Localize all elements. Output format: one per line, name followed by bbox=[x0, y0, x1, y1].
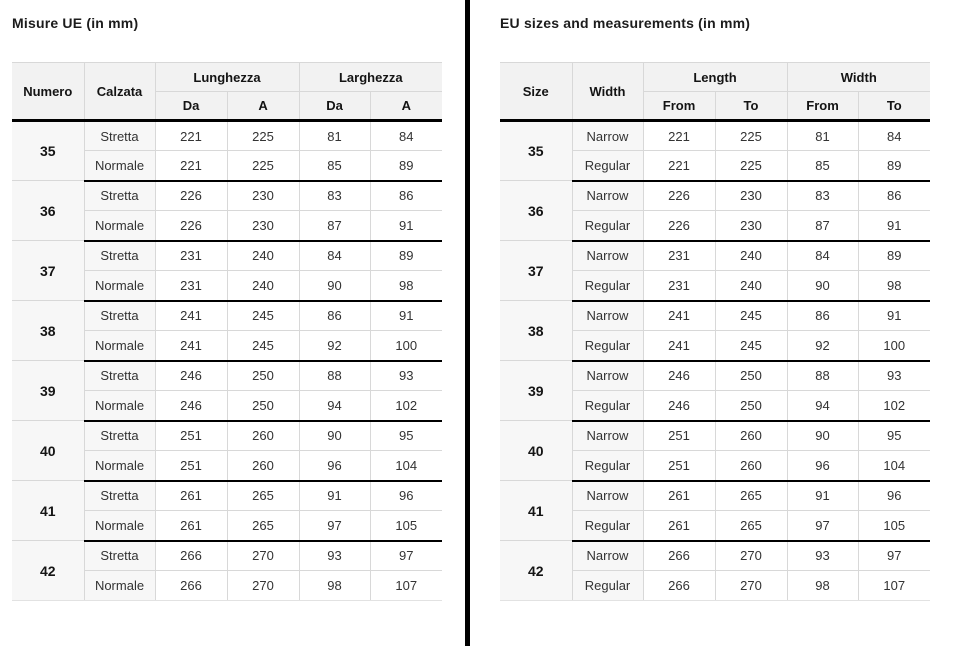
value-cell: 91 bbox=[858, 301, 930, 331]
size-cell: 40 bbox=[500, 421, 572, 481]
value-cell: 89 bbox=[858, 151, 930, 181]
size-row bbox=[500, 361, 930, 391]
value-cell: 226 bbox=[155, 211, 227, 241]
fit-cell: Stretta bbox=[84, 481, 155, 511]
value-cell: 91 bbox=[370, 211, 442, 241]
value-cell: 260 bbox=[227, 451, 299, 481]
size-row bbox=[500, 121, 930, 151]
value-cell: 246 bbox=[643, 361, 715, 391]
fit-cell: Narrow bbox=[572, 421, 643, 451]
value-cell: 261 bbox=[155, 481, 227, 511]
value-cell: 107 bbox=[858, 571, 930, 601]
fit-cell: Normale bbox=[84, 571, 155, 601]
size-cell: 40 bbox=[12, 421, 84, 481]
value-cell: 94 bbox=[787, 391, 858, 421]
size-row bbox=[12, 361, 442, 391]
header-width-group: Width bbox=[787, 63, 930, 92]
size-cell: 41 bbox=[12, 481, 84, 541]
fit-cell: Regular bbox=[572, 511, 643, 541]
value-cell: 104 bbox=[858, 451, 930, 481]
value-cell: 96 bbox=[370, 481, 442, 511]
value-cell: 92 bbox=[787, 331, 858, 361]
value-cell: 83 bbox=[787, 181, 858, 211]
size-cell: 42 bbox=[500, 541, 572, 601]
header-width-to: A bbox=[370, 92, 442, 121]
size-cell: 39 bbox=[500, 361, 572, 421]
value-cell: 84 bbox=[858, 121, 930, 151]
value-cell: 265 bbox=[715, 481, 787, 511]
value-cell: 265 bbox=[227, 511, 299, 541]
value-cell: 97 bbox=[858, 541, 930, 571]
size-table-english bbox=[500, 62, 930, 601]
value-cell: 261 bbox=[643, 511, 715, 541]
value-cell: 94 bbox=[299, 391, 370, 421]
value-cell: 86 bbox=[858, 181, 930, 211]
value-cell: 245 bbox=[715, 331, 787, 361]
value-cell: 105 bbox=[858, 511, 930, 541]
size-row bbox=[12, 301, 442, 331]
value-cell: 91 bbox=[858, 211, 930, 241]
size-row bbox=[500, 301, 930, 331]
value-cell: 89 bbox=[858, 241, 930, 271]
value-cell: 270 bbox=[227, 541, 299, 571]
value-cell: 96 bbox=[299, 451, 370, 481]
panel-italian bbox=[12, 14, 442, 601]
value-cell: 107 bbox=[370, 571, 442, 601]
fit-cell: Narrow bbox=[572, 541, 643, 571]
size-cell: 41 bbox=[500, 481, 572, 541]
fit-cell: Narrow bbox=[572, 241, 643, 271]
value-cell: 100 bbox=[370, 331, 442, 361]
value-cell: 91 bbox=[787, 481, 858, 511]
value-cell: 251 bbox=[155, 451, 227, 481]
value-cell: 270 bbox=[227, 571, 299, 601]
value-cell: 91 bbox=[370, 301, 442, 331]
fit-cell: Regular bbox=[572, 271, 643, 301]
value-cell: 93 bbox=[299, 541, 370, 571]
value-cell: 81 bbox=[787, 121, 858, 151]
value-cell: 230 bbox=[715, 211, 787, 241]
value-cell: 265 bbox=[227, 481, 299, 511]
value-cell: 84 bbox=[299, 241, 370, 271]
size-cell: 35 bbox=[12, 121, 84, 181]
size-row bbox=[500, 421, 930, 451]
size-row bbox=[12, 181, 442, 211]
value-cell: 245 bbox=[227, 301, 299, 331]
table-header bbox=[500, 63, 930, 121]
fit-cell: Narrow bbox=[572, 121, 643, 151]
value-cell: 90 bbox=[299, 421, 370, 451]
value-cell: 93 bbox=[370, 361, 442, 391]
size-row bbox=[500, 181, 930, 211]
value-cell: 246 bbox=[643, 391, 715, 421]
value-cell: 270 bbox=[715, 541, 787, 571]
size-cell: 38 bbox=[12, 301, 84, 361]
value-cell: 96 bbox=[858, 481, 930, 511]
value-cell: 245 bbox=[715, 301, 787, 331]
value-cell: 225 bbox=[227, 121, 299, 151]
value-cell: 88 bbox=[787, 361, 858, 391]
value-cell: 221 bbox=[155, 121, 227, 151]
header-length-group: Lunghezza bbox=[155, 63, 299, 92]
value-cell: 260 bbox=[715, 451, 787, 481]
fit-cell: Normale bbox=[84, 391, 155, 421]
value-cell: 240 bbox=[715, 271, 787, 301]
value-cell: 241 bbox=[643, 301, 715, 331]
size-cell: 37 bbox=[500, 241, 572, 301]
fit-cell: Regular bbox=[572, 451, 643, 481]
value-cell: 89 bbox=[370, 241, 442, 271]
panel-english bbox=[500, 14, 930, 601]
value-cell: 102 bbox=[370, 391, 442, 421]
size-cell: 36 bbox=[12, 181, 84, 241]
size-cell: 39 bbox=[12, 361, 84, 421]
table-body bbox=[500, 121, 930, 601]
value-cell: 97 bbox=[370, 541, 442, 571]
fit-cell: Stretta bbox=[84, 241, 155, 271]
value-cell: 251 bbox=[155, 421, 227, 451]
value-cell: 102 bbox=[858, 391, 930, 421]
header-fit-column: Width bbox=[572, 63, 643, 121]
fit-cell: Regular bbox=[572, 331, 643, 361]
value-cell: 87 bbox=[299, 211, 370, 241]
value-cell: 98 bbox=[370, 271, 442, 301]
value-cell: 95 bbox=[858, 421, 930, 451]
value-cell: 270 bbox=[715, 571, 787, 601]
value-cell: 246 bbox=[155, 391, 227, 421]
value-cell: 230 bbox=[715, 181, 787, 211]
value-cell: 85 bbox=[299, 151, 370, 181]
value-cell: 251 bbox=[643, 421, 715, 451]
size-cell: 36 bbox=[500, 181, 572, 241]
value-cell: 83 bbox=[299, 181, 370, 211]
value-cell: 241 bbox=[155, 301, 227, 331]
value-cell: 266 bbox=[643, 571, 715, 601]
fit-cell: Stretta bbox=[84, 121, 155, 151]
header-size-column: Size bbox=[500, 63, 572, 121]
value-cell: 98 bbox=[858, 271, 930, 301]
value-cell: 105 bbox=[370, 511, 442, 541]
value-cell: 246 bbox=[155, 361, 227, 391]
value-cell: 240 bbox=[227, 271, 299, 301]
fit-cell: Narrow bbox=[572, 301, 643, 331]
fit-cell: Narrow bbox=[572, 361, 643, 391]
header-size-column: Numero bbox=[12, 63, 84, 121]
value-cell: 90 bbox=[787, 421, 858, 451]
value-cell: 226 bbox=[643, 181, 715, 211]
value-cell: 231 bbox=[155, 241, 227, 271]
value-cell: 85 bbox=[787, 151, 858, 181]
value-cell: 90 bbox=[299, 271, 370, 301]
value-cell: 266 bbox=[643, 541, 715, 571]
value-cell: 86 bbox=[787, 301, 858, 331]
value-cell: 98 bbox=[299, 571, 370, 601]
fit-cell: Narrow bbox=[572, 481, 643, 511]
size-cell: 35 bbox=[500, 121, 572, 181]
value-cell: 245 bbox=[227, 331, 299, 361]
fit-cell: Normale bbox=[84, 331, 155, 361]
value-cell: 240 bbox=[227, 241, 299, 271]
value-cell: 91 bbox=[299, 481, 370, 511]
value-cell: 250 bbox=[227, 361, 299, 391]
fit-cell: Regular bbox=[572, 151, 643, 181]
fit-cell: Stretta bbox=[84, 541, 155, 571]
fit-cell: Narrow bbox=[572, 181, 643, 211]
value-cell: 261 bbox=[643, 481, 715, 511]
value-cell: 221 bbox=[643, 121, 715, 151]
value-cell: 90 bbox=[787, 271, 858, 301]
value-cell: 231 bbox=[643, 241, 715, 271]
value-cell: 84 bbox=[787, 241, 858, 271]
value-cell: 260 bbox=[227, 421, 299, 451]
size-row bbox=[12, 481, 442, 511]
fit-cell: Normale bbox=[84, 211, 155, 241]
value-cell: 87 bbox=[787, 211, 858, 241]
value-cell: 104 bbox=[370, 451, 442, 481]
size-cell: 42 bbox=[12, 541, 84, 601]
value-cell: 98 bbox=[787, 571, 858, 601]
header-fit-column: Calzata bbox=[84, 63, 155, 121]
value-cell: 230 bbox=[227, 211, 299, 241]
value-cell: 226 bbox=[643, 211, 715, 241]
value-cell: 226 bbox=[155, 181, 227, 211]
header-width-from: From bbox=[787, 92, 858, 121]
value-cell: 260 bbox=[715, 421, 787, 451]
header-length-group: Length bbox=[643, 63, 787, 92]
value-cell: 250 bbox=[227, 391, 299, 421]
table-body bbox=[12, 121, 442, 601]
value-cell: 266 bbox=[155, 571, 227, 601]
header-length-from: Da bbox=[155, 92, 227, 121]
header-length-to: A bbox=[227, 92, 299, 121]
value-cell: 95 bbox=[370, 421, 442, 451]
header-length-from: From bbox=[643, 92, 715, 121]
value-cell: 241 bbox=[155, 331, 227, 361]
fit-cell: Stretta bbox=[84, 421, 155, 451]
size-row bbox=[500, 541, 930, 571]
fit-cell: Regular bbox=[572, 211, 643, 241]
size-row bbox=[12, 121, 442, 151]
value-cell: 240 bbox=[715, 241, 787, 271]
value-cell: 250 bbox=[715, 361, 787, 391]
size-cell: 38 bbox=[500, 301, 572, 361]
value-cell: 251 bbox=[643, 451, 715, 481]
value-cell: 86 bbox=[299, 301, 370, 331]
vertical-divider bbox=[465, 0, 470, 646]
value-cell: 250 bbox=[715, 391, 787, 421]
value-cell: 93 bbox=[787, 541, 858, 571]
fit-cell: Stretta bbox=[84, 301, 155, 331]
value-cell: 225 bbox=[715, 151, 787, 181]
fit-cell: Stretta bbox=[84, 181, 155, 211]
value-cell: 100 bbox=[858, 331, 930, 361]
value-cell: 241 bbox=[643, 331, 715, 361]
size-table-italian bbox=[12, 62, 442, 601]
panel-title-italian: Misure UE (in mm) bbox=[12, 15, 139, 31]
value-cell: 221 bbox=[155, 151, 227, 181]
fit-cell: Normale bbox=[84, 271, 155, 301]
header-width-from: Da bbox=[299, 92, 370, 121]
value-cell: 93 bbox=[858, 361, 930, 391]
size-row bbox=[12, 241, 442, 271]
value-cell: 96 bbox=[787, 451, 858, 481]
fit-cell: Stretta bbox=[84, 361, 155, 391]
value-cell: 81 bbox=[299, 121, 370, 151]
value-cell: 92 bbox=[299, 331, 370, 361]
size-row bbox=[500, 241, 930, 271]
value-cell: 231 bbox=[155, 271, 227, 301]
fit-cell: Normale bbox=[84, 151, 155, 181]
value-cell: 225 bbox=[227, 151, 299, 181]
value-cell: 84 bbox=[370, 121, 442, 151]
value-cell: 265 bbox=[715, 511, 787, 541]
value-cell: 231 bbox=[643, 271, 715, 301]
value-cell: 225 bbox=[715, 121, 787, 151]
value-cell: 261 bbox=[155, 511, 227, 541]
value-cell: 97 bbox=[299, 511, 370, 541]
value-cell: 88 bbox=[299, 361, 370, 391]
panel-title-english: EU sizes and measurements (in mm) bbox=[500, 15, 751, 31]
fit-cell: Normale bbox=[84, 451, 155, 481]
value-cell: 221 bbox=[643, 151, 715, 181]
size-row bbox=[12, 421, 442, 451]
size-row bbox=[500, 481, 930, 511]
fit-cell: Regular bbox=[572, 571, 643, 601]
table-header bbox=[12, 63, 442, 121]
header-width-to: To bbox=[858, 92, 930, 121]
header-width-group: Larghezza bbox=[299, 63, 442, 92]
value-cell: 230 bbox=[227, 181, 299, 211]
value-cell: 97 bbox=[787, 511, 858, 541]
value-cell: 266 bbox=[155, 541, 227, 571]
fit-cell: Regular bbox=[572, 391, 643, 421]
size-row bbox=[12, 541, 442, 571]
value-cell: 86 bbox=[370, 181, 442, 211]
value-cell: 89 bbox=[370, 151, 442, 181]
header-length-to: To bbox=[715, 92, 787, 121]
size-cell: 37 bbox=[12, 241, 84, 301]
fit-cell: Normale bbox=[84, 511, 155, 541]
